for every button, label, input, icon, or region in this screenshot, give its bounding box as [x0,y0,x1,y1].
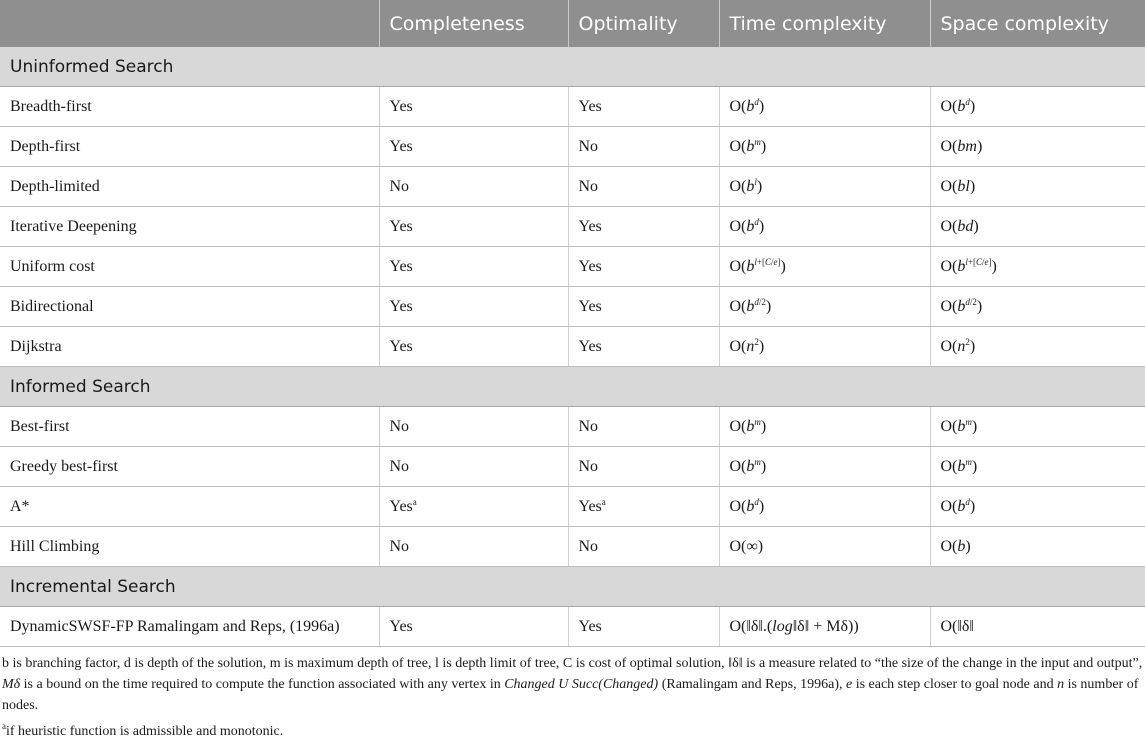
time-complexity-cell: $O(b^l)$ [719,167,930,207]
header-optimality: Optimality [568,0,719,47]
space-complexity-cell: O(‖δ‖ [930,607,1145,647]
space-complexity-cell: $O(b^m)$ [930,447,1145,487]
time-complexity-cell: $O(b^m)$ [719,127,930,167]
completeness-cell: Yes [379,287,568,327]
optimality-cell: No [568,527,719,567]
section-title: Uninformed Search [0,47,1145,87]
table-row [0,247,1145,287]
time-complexity-cell: $O(b^m)$ [719,407,930,447]
optimality-cell: Yes$^a$ [568,487,719,527]
section-title: Incremental Search [0,567,1145,607]
algorithm-name: Greedy best-first [0,447,379,487]
completeness-cell: Yes [379,327,568,367]
space-complexity-cell: $O(b^d)$ [930,487,1145,527]
optimality-cell: Yes [568,87,719,127]
header-completeness: Completeness [379,0,568,47]
algorithm-name: Best-first [0,407,379,447]
optimality-cell: Yes [568,607,719,647]
header-row [0,0,1145,47]
completeness-cell: Yes [379,207,568,247]
space-complexity-cell: O(b) [930,527,1145,567]
time-complexity-cell: $O(n^2)$ [719,327,930,367]
table-row [0,207,1145,247]
table-row [0,127,1145,167]
completeness-cell: No [379,167,568,207]
algorithm-name: A* [0,487,379,527]
time-complexity-cell: $O(b^{l+[C/e]})$ [719,247,930,287]
completeness-cell: Yes [379,127,568,167]
completeness-cell: Yes$^a$ [379,487,568,527]
space-complexity-cell: $O(b^{d/2})$ [930,287,1145,327]
header-empty [0,0,379,47]
optimality-cell: Yes [568,287,719,327]
table-row [0,607,1145,647]
completeness-cell: No [379,527,568,567]
header-space-complexity: Space complexity [930,0,1145,47]
time-complexity-cell: $O(b^d)$ [719,87,930,127]
time-complexity-cell: O(‖δ‖.(log‖δ‖ + Mδ)) [719,607,930,647]
time-complexity-cell: O(∞) [719,527,930,567]
algorithm-name: Depth-first [0,127,379,167]
space-complexity-cell: O(bl) [930,167,1145,207]
completeness-cell: Yes [379,247,568,287]
optimality-cell: No [568,127,719,167]
footnote-marker: a [412,497,417,507]
optimality-cell: Yes [568,327,719,367]
table-row [0,167,1145,207]
time-complexity-cell: $O(b^m)$ [719,447,930,487]
space-complexity-cell: $O(b^m)$ [930,407,1145,447]
note-footnote: $^a$if heuristic function is admissible and monotonic. [2,721,284,739]
optimality-cell: No [568,447,719,487]
table-row [0,327,1145,367]
table-row [0,87,1145,127]
algorithm-name: Dijkstra [0,327,379,367]
completeness-cell: No [379,447,568,487]
time-complexity-cell: $O(b^d)$ [719,207,930,247]
footnote-marker: a [601,497,606,507]
space-complexity-cell: O(bd) [930,207,1145,247]
space-complexity-cell: $O(b^{l+[C/e]})$ [930,247,1145,287]
table-row [0,407,1145,447]
optimality-cell: No [568,167,719,207]
section-row [0,367,1145,407]
section-title: Informed Search [0,367,1145,407]
algorithm-name: Iterative Deepening [0,207,379,247]
algorithm-name: Hill Climbing [0,527,379,567]
algorithm-name: DynamicSWSF-FP Ramalingam and Reps, (1996a) [0,607,379,647]
algorithm-name: Depth-limited [0,167,379,207]
time-complexity-cell: $O(b^{d/2})$ [719,287,930,327]
time-complexity-cell: $O(b^d)$ [719,487,930,527]
completeness-cell: Yes [379,607,568,647]
optimality-cell: No [568,407,719,447]
table-row [0,487,1145,527]
space-complexity-cell: $O(n^2)$ [930,327,1145,367]
optimality-cell: Yes [568,247,719,287]
algorithm-name: Uniform cost [0,247,379,287]
space-complexity-cell: $O(b^d)$ [930,87,1145,127]
header-time-complexity: Time complexity [719,0,930,47]
completeness-cell: Yes [379,87,568,127]
table-row [0,287,1145,327]
space-complexity-cell: O(bm) [930,127,1145,167]
algorithm-name: Bidirectional [0,287,379,327]
table-row [0,447,1145,487]
section-row [0,47,1145,87]
table-body [0,47,1145,647]
optimality-cell: Yes [568,207,719,247]
section-row [0,567,1145,607]
completeness-cell: No [379,407,568,447]
table-row [0,527,1145,567]
note-definitions: b is branching factor, d is depth of the solution, m is maximum depth of tree, l is depth limit of tree, C is cost of optimal solution, ‖δ‖ is a measure related to “the size of the change in the input and output”, Mδ is a bound on the time required to compute the function associated with any vertex in Changed U Succ(Changed) (Ramalingam and Reps, 1996a), e is each step closer to goal node and n is number of nodes. [2,656,1143,713]
algorithm-name: Breadth-first [0,87,379,127]
